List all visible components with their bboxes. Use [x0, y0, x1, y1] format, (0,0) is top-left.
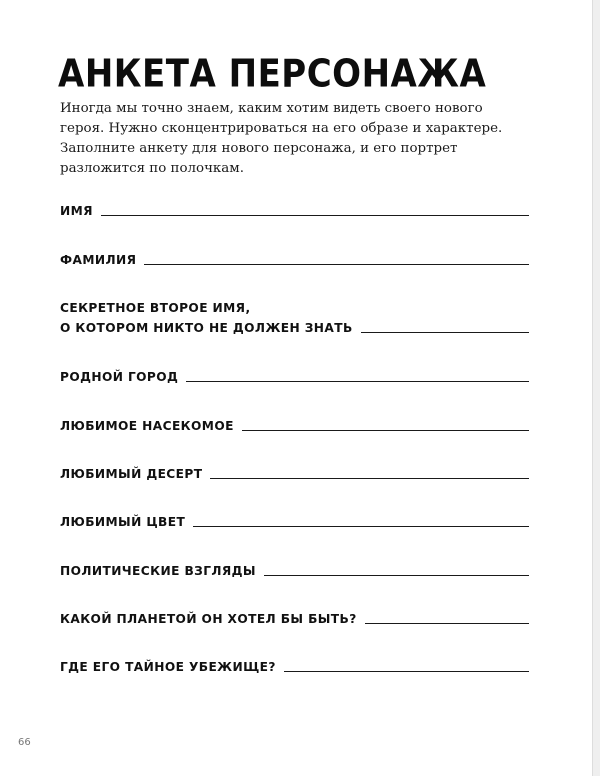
political-views-field [60, 561, 529, 581]
favorite-dessert-label: ЛЮБИМЫЙ ДЕСЕРТ [60, 467, 203, 481]
favorite-insect-label: ЛЮБИМОЕ НАСЕКОМОЕ [60, 419, 234, 433]
name-answer-line[interactable] [101, 215, 529, 216]
hideout-field [60, 657, 529, 677]
favorite-dessert-field [60, 464, 529, 484]
secret-name-label-line: О КОТОРОМ НИКТО НЕ ДОЛЖЕН ЗНАТЬ [60, 321, 353, 335]
favorite-color-label: ЛЮБИМЫЙ ЦВЕТ [60, 515, 186, 529]
hometown-answer-line[interactable] [186, 381, 529, 382]
planet-field [60, 609, 529, 629]
favorite-dessert-answer-line[interactable] [210, 478, 529, 479]
intro-paragraph [60, 99, 530, 179]
hideout-answer-line[interactable] [284, 671, 529, 672]
favorite-insect-field [60, 416, 529, 436]
secret-name-answer-line[interactable] [361, 332, 529, 333]
political-views-answer-line[interactable] [264, 575, 529, 576]
surname-field [60, 250, 529, 270]
hometown-field [60, 367, 529, 387]
hideout-label: ГДЕ ЕГО ТАЙНОЕ УБЕЖИЩЕ? [60, 660, 276, 674]
surname-answer-line[interactable] [144, 264, 529, 265]
political-views-label: ПОЛИТИЧЕСКИЕ ВЗГЛЯДЫ [60, 564, 256, 578]
surname-label: ФАМИЛИЯ [60, 253, 137, 267]
name-field [60, 201, 529, 221]
hometown-label: РОДНОЙ ГОРОД [60, 370, 179, 384]
page-number: 66 [18, 737, 31, 748]
name-label: ИМЯ [60, 204, 93, 218]
secret-name-label-line: СЕКРЕТНОЕ ВТОРОЕ ИМЯ, [60, 301, 251, 315]
secret-name-field [60, 298, 529, 338]
intro-line: разложится по полочкам. [60, 161, 244, 176]
intro-line: Иногда мы точно знаем, каким хотим видеть своего нового [60, 101, 483, 116]
planet-answer-line[interactable] [365, 623, 529, 624]
planet-label: КАКОЙ ПЛАНЕТОЙ ОН ХОТЕЛ БЫ БЫТЬ? [60, 612, 357, 626]
secret-name-label [60, 298, 361, 338]
intro-line: Заполните анкету для нового персонажа, и его портрет [60, 141, 458, 156]
favorite-insect-answer-line[interactable] [242, 430, 529, 431]
page-title: АНКЕТА ПЕРСОНАЖА [58, 52, 487, 97]
intro-line: героя. Нужно сконцентрироваться на его образе и характере. [60, 121, 503, 136]
favorite-color-field [60, 512, 529, 532]
page-edge [592, 0, 600, 776]
favorite-color-answer-line[interactable] [193, 526, 529, 527]
